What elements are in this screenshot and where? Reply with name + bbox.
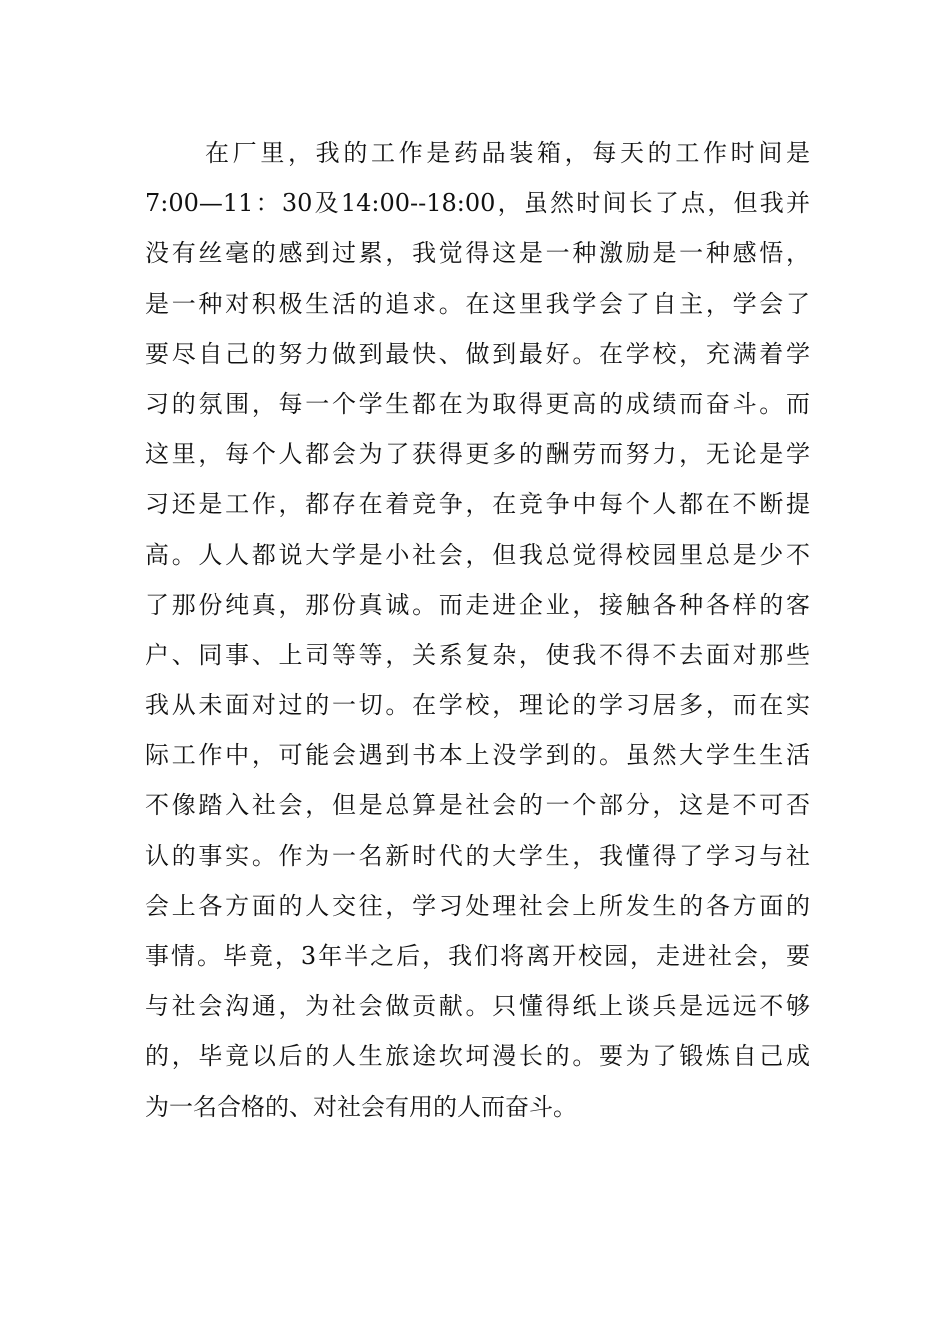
paragraph-line-5: 要尽自己的努力做到最快、做到最好。在学校，充满着学 [145,339,810,368]
paragraph-line-1: 在厂里，我的工作是药品装箱，每天的工作时间是 [205,139,810,167]
paragraph-line-3: 没有丝毫的感到过累，我觉得这是一种激励是一种感悟， [145,239,810,268]
paragraph-line-16: 会上各方面的人交往，学习处理社会上所发生的各方面的 [145,891,810,920]
paragraph-line-15: 认的事实。作为一名新时代的大学生，我懂得了学习与社 [145,841,810,870]
paragraph-line-20: 为一名合格的、对社会有用的人而奋斗。 [145,1092,577,1121]
body-paragraph [145,128,810,1132]
paragraph-line-12: 我从未面对过的一切。在学校，理论的学习居多，而在实 [145,691,810,720]
paragraph-line-6: 习的氛围，每一个学生都在为取得更高的成绩而奋斗。而 [145,389,810,418]
paragraph-line-11: 户、同事、上司等等，关系复杂，使我不得不去面对那些 [145,640,810,669]
paragraph-line-13: 际工作中，可能会遇到书本上没学到的。虽然大学生生活 [145,741,810,770]
paragraph-line-2: 7:00—11：30及14:00--18:00，虽然时间长了点，但我并 [145,189,810,218]
paragraph-line-14: 不像踏入社会，但是总算是社会的一个部分，这是不可否 [145,791,810,820]
paragraph-line-18: 与社会沟通，为社会做贡献。只懂得纸上谈兵是远远不够 [145,992,810,1021]
paragraph-line-7: 这里，每个人都会为了获得更多的酬劳而努力，无论是学 [145,440,810,469]
paragraph-line-8: 习还是工作，都存在着竞争，在竞争中每个人都在不断提 [145,490,810,519]
paragraph-line-17: 事情。毕竟，3年半之后，我们将离开校园，走进社会，要 [145,942,810,970]
paragraph-line-10: 了那份纯真，那份真诚。而走进企业，接触各种各样的客 [145,590,810,619]
paragraph-line-9: 高。人人都说大学是小社会，但我总觉得校园里总是少不 [145,540,810,569]
paragraph-line-19: 的，毕竟以后的人生旅途坎坷漫长的。要为了锻炼自己成 [145,1042,810,1071]
paragraph-line-4: 是一种对积极生活的追求。在这里我学会了自主，学会了 [145,289,810,318]
